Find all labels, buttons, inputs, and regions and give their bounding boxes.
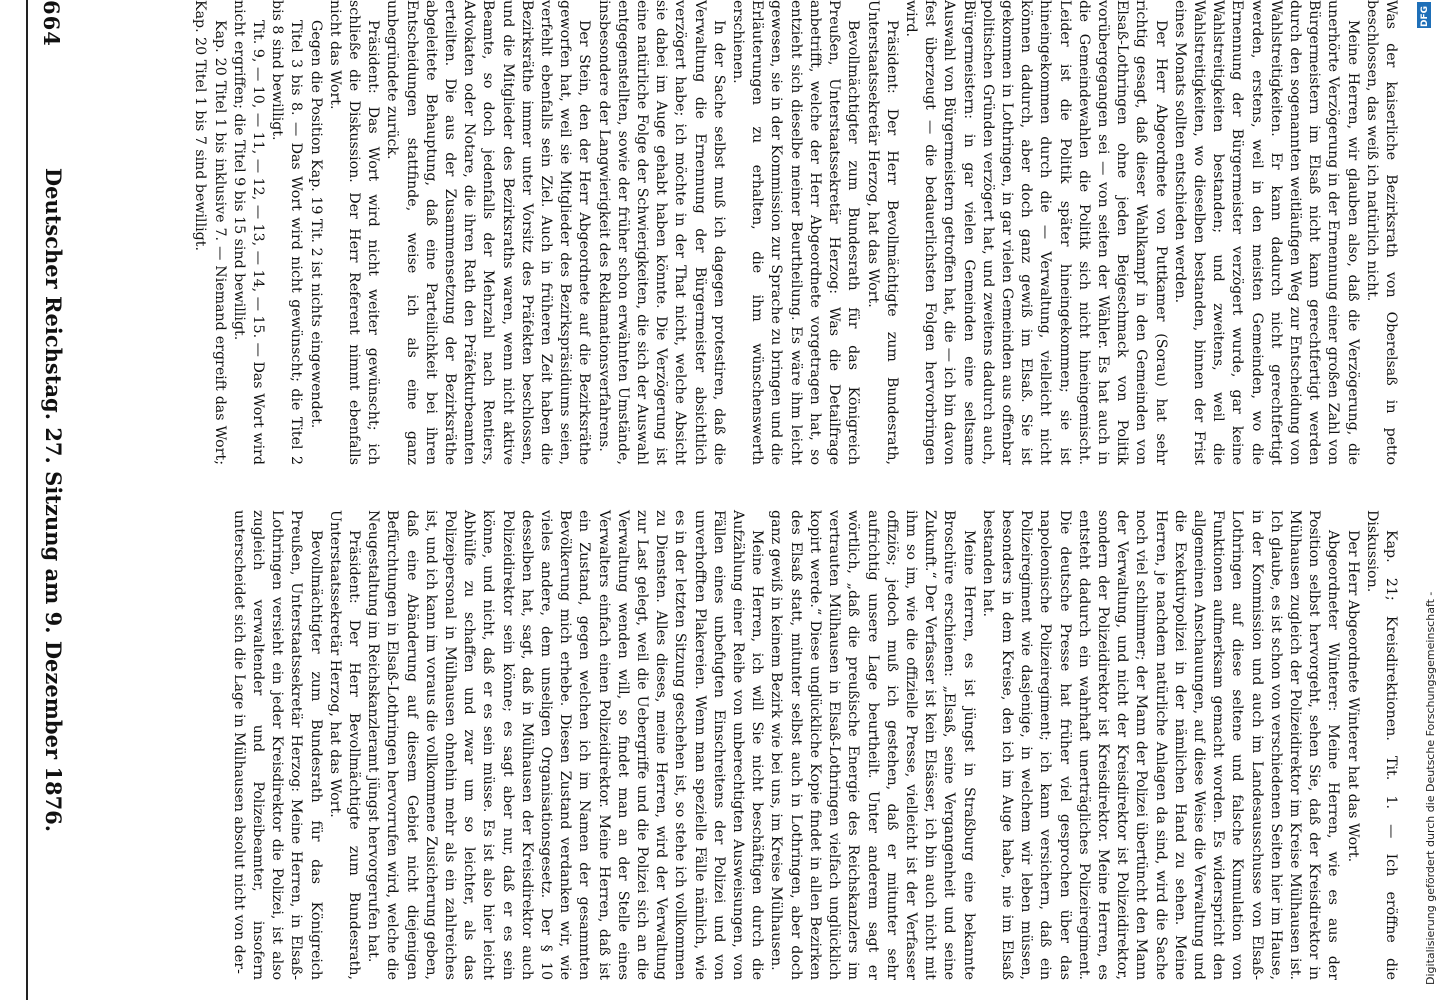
paragraph: Meine Herren, wir glauben also, daß die Verzögerung, die unerhörte Verzögerung in der Ernennung einer großen Zahl von Bürgermeistern im Elsaß nicht kann gerechtfertigt werden durch den sogenannten weitläufigen Weg zur Entscheidung von Wahlstreitigkeiten. Er kann dadurch nicht gerechtfertigt werden, erstens, weil in den meisten Gemeinden, wo die Ernennung der Bürgermeister verzögert wurde, gar keine Wahlstreitigkeiten bestanden; und zweitens, weil die Wahlstreitigkeiten, wo dieselben bestanden, binnen der Frist eines Monats sollten entschieden werden. <box>1171 0 1361 465</box>
speaker-paragraph: Abgeordneter Winterer: Meine Herren, wie es aus der Position selbst hervorgeht, sehen Sie, daß der Kreisdirektor in Mülhausen zugleich der Polizeidirektor im Kreise Mülhausen ist. Ich glaube, es ist schon von verschiedenen Seiten hier im Hause, in der Kommission und auch im Landesausschusse von Elsaß-Lothringen auf diese seltene und falsche Kumulation von Funktionen aufmerksam gemacht worden. Es widerspricht den allgemeinen Anschauungen, auf diese Weise die Verwaltung und die Exekutivpolizei in der nämlichen Hand zu sehen. Meine Herren, je nachdem natürliche Anlagen da sind, wird die Sache noch viel schlimmer; der Mann der Polizei übertüncht den Mann der Verwaltung, und nicht der Kreisdirektor ist Polizeidirektor, sondern der Polizeidirektor ist Kreisdirektor. Meine Herren, es entsteht dadurch ein wahrhaft unerträgliches Polizeiregiment. Die deutsche Presse hat früher viel gesprochen über das napoleonische Polizeiregiment; ich kann versichern, daß ein Polizeiregiment wie dasjenige, in welchem wir leben müssen, besonders in dem Kreise, den ich im Auge habe, nie im Elsaß bestanden hat. <box>979 510 1342 980</box>
speaker-paragraph: Bevollmächtigter zum Bundesrath für das Königreich Preußen, Unterstaatssekretär Herzog: Meine Herren, in Elsaß-Lothringen versieht ein jeder Kreisdirektor die Polizei, ist also zugleich verwaltender und Polizeibeamter, insofern unterscheidet sich die Lage in Mülhausen absolut nicht von der- <box>230 510 324 980</box>
paragraph: Der Stein, den der Herr Abgeordnete auf die Bezirksräthe geworfen hat, weil sie Mitglieder des Bezirkspräsidiums seien, verfehlt ebenfalls sein Ziel. Auch in früheren Zeit haben die Bezirksräthe immer unter Vorsitz des Präfekten beschlossen, und die Mitglieder des Bezirksraths waren, wenn nicht aktive Beamte, so doch jedenfalls der Mehrzahl nach Rentiers, Advokaten oder Notare, die ihren Rath den Präfekturbeamten erteilten. Die aus der Zusammensetzung der Bezirksräthe abgeleitete Behauptung, daß eine Parteilichkeit bei ihren Entscheidungen stattfinde, weise ich als eine ganz unbegründete zurück. <box>384 0 593 465</box>
speaker-paragraph: Präsident: Der Herr Bevollmächtigte zum Bundesrath, Unterstaatssekretär Herzog, hat das Wort. <box>864 0 900 465</box>
right-text-column <box>82 510 1400 980</box>
dfg-logo-text: DFG <box>1420 5 1430 27</box>
paragraph: Der Herr Abgeordnete Winterer hat das Wort. <box>1344 530 1361 863</box>
paragraph: Bevollmächtigter zum Bundesrath für das Königreich Preußen, Unterstaatssekretär Herzog: Was die Detailfrage anbetrifft, welche der Herr Abgeordnete vorgetragen hat, so entzieht sich dieselbe meiner Beurtheilung. Es wäre ihm leicht gewesen, sie in der Kommission zur Sprache zu bringen und die Erläuterungen zu erhalten, die ihm wünschenswerth erschienen. <box>730 0 862 465</box>
digitization-credit: Digitalisierung gefördert durch die Deutsche Forschungsgemeinschaft - <box>1424 591 1437 985</box>
paragraph: Meine Herren, es ist jüngst in Straßburg eine bekannte Broschüre erschienen: „Elsaß, seine Vergangenheit und seine Zukunft.“ Der Verfasser ist kein Elsässer, ich bin auch nicht mit ihm so im, wie die offizielle Presse, vielleicht ist der Verfasser offiziös; jedoch muß ich gestehen, daß er mitunter sehr aufrichtig unsere Lage beurtheilt. Unter anderem sagt er wörtlich, „daß die preußische Energie des Reichskanzlers im vertrauten Mülhausen in Elsaß-Lothringen vielfach unglücklich kopirt werde.“ Diese unglückliche Kopie findet in allen Bezirken des Elsaß statt, mitunter selbst auch in Lothringen, aber doch ganz gewiß in keinem Bezirk wie bei uns, im Kreise Mülhausen. <box>768 510 977 980</box>
paragraph: Titel 3 bis 8. — Das Wort wird nicht gewünscht; die Titel 2 bis 8 sind bewilligt. <box>269 0 305 465</box>
paragraph: In der Sache selbst muß ich dagegen protestiren, daß die Verwaltung die Ernennung der Bürgermeister absichtlich verzögert habe; ich möchte in der That nicht, welche Absicht sie dabei im Auge gehabt haben könnte. Die Verzögerung ist eine natürliche Folge der Schwierigkeiten, die sich der Auswahl entgegenstellten, sowie der früher schon erwähnten Umstände, insbesondere der Langwierigkeit des Reklamationsverfahrens. <box>595 0 727 465</box>
speaker-paragraph: Präsident: Der Herr Bevollmächtigte zum Bundesrath, Unterstaatssekretär Herzog, hat das Wort. <box>326 510 363 980</box>
paragraph: Kap. 21; Kreisdirektionen. Tit. 1. — Ich eröffne die Diskussion. <box>1363 510 1399 980</box>
page-header <box>26 0 72 1000</box>
page-number: 664 <box>39 0 64 47</box>
paragraph: Meine Herren, ich will Sie nicht beschäftigen durch die Aufzählung einer Reihe von unberechtigten Ausweisungen, von Fällen eines unbefugten Einschreitens der Polizei und von unverhofften Plakereien. Wenn man spezielle Fälle nämlich, wie es in der letzten Sitzung geschehen ist, so stehe ich vollkommen zu Diensten. Alles dieses, meine Herren, wird der Verwaltung zur Last gelegt, weil die Uebergriffe und die Polizei sich an die Verwaltung wenden will, so findet man an der Stelle eines Verwalters einfach einen Polizeidirektor. Meine Herren, daß ist ein Zustand, gegen welchen ich im Namen der gesammten Bevölkerung mich erhebe. Diesen Zustand verdanken wir, wie vieles andere, dem unseligen Organisationsgesetz. Der § 10 desselben hat, sagt, daß in Mülhausen der Kreisdirektor auch Polizeidirektor sein könne; es sagt aber nur, daß er es sein könne, und nicht, daß er es sein müsse. Es ist also hier leicht Abhülfe zu schaffen und zwar um so leichter, als das Polizeipersonal in Mülhausen ohnehin mehr als ein zahlreiches ist, und ich kann im voraus die vollkommene Zusicherung geben, daß eine Abänderung auf diesem Gebiet nicht diejenigen Befürchtungen in Elsaß-Lothringen hervorrufen wird, welche die Neugestaltung im Reichskanzleramt jüngst hervorgerufen hat. <box>365 510 766 980</box>
paragraph: Der Herr Abgeordnete von Puttkamer (Sorau) hat sehr richtig gesagt, daß dieser Wahlkampf in den Gemeinden von Elsaß-Lothringen ohne jeden Beigeschmack von Politik vorübergegangen sei — von seiten der Wähler. Es hat auch in die Gemeindewahlen die Politik sich nicht hineingemischt. Leider ist die Politik später hineingekommen; sie ist hineingekommen durch die — Verwaltung, vielleicht nicht können dadurch, aber doch ganz gewiß im Elsaß. Sie ist gekommen in Lothringen, in gar vielen Gemeinden aus offenbar politischen Gründen verzögert hat, und zweitens dadurch auch, Bürgermeistern: in gar vielen Gemeinden eine seltsame Auswahl von Bürgermeistern getroffen hat, die — ich bin davon fest überzeugt — die bedauerlichsten Folgen hervorbringen wird. <box>902 0 1169 465</box>
paragraph: Tit. 9, — 10, — 11, — 12, — 13, — 14, — 15. — Das Wort wird nicht ergriffen; die Titel 9 bis 15 sind bewilligt. <box>230 0 267 465</box>
paragraph: Gegen die Position Kap. 19 Tit. 2 ist nichts eingewendet. <box>307 20 324 429</box>
speaker-paragraph: Präsident: Das Wort wird nicht weiter gewünscht; ich schließe die Diskussion. Der Herr Referent nimmt ebenfalls nicht das Wort. <box>326 0 382 465</box>
running-title: Deutscher Reichstag. 27. Sitzung am 9. Dezember 1876. <box>41 167 66 833</box>
left-text-column <box>82 0 1400 465</box>
paragraph: Was der kaiserliche Bezirksrath von Oberelsaß in petto beschlossen, das weiß ich natürlich nicht. <box>1363 0 1399 465</box>
paragraph: Kap. 20 Titel 1 bis inklusive 7. — Niemand ergreift das Wort; Kap. 20 Titel 1 bis 7 sind bewilligt. <box>192 0 228 465</box>
